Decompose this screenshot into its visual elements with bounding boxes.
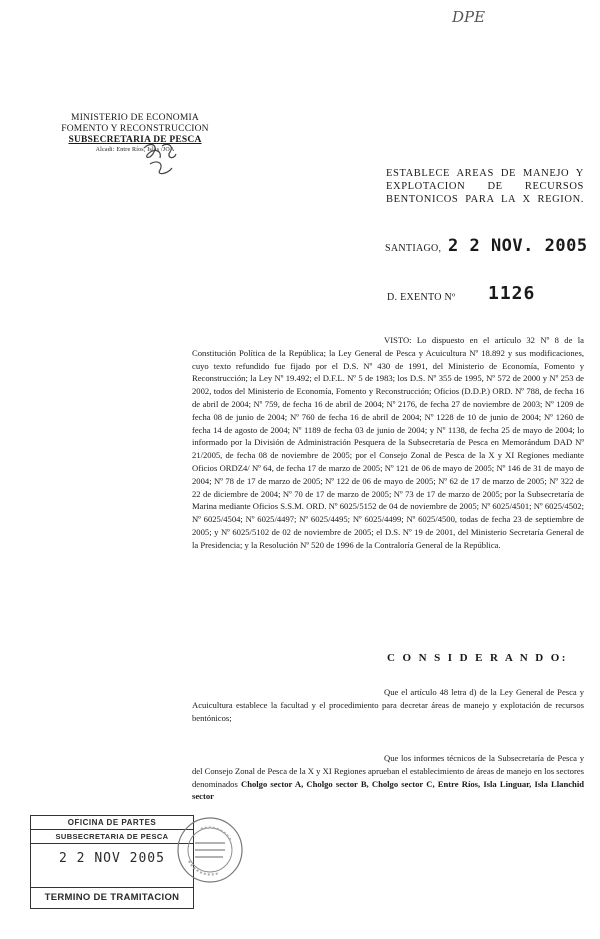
paragraph-1-lead: Que el artículo 48 letra d) de la Ley General [384,687,544,697]
considerando-heading: C O N S I D E R A N D O: [387,652,568,664]
considerando-paragraph-2 [192,752,584,803]
subject-line-2: EXPLOTACION DE RECURSOS [386,181,584,192]
visto-paragraph [192,334,584,552]
date-label: SANTIAGO, [385,243,442,254]
stamp-date: 2 2 NOV 2005 [59,851,165,866]
ministry-line-1: MINISTERIO DE ECONOMIA [71,113,199,123]
ministry-header [50,113,220,154]
ministry-small-note: Alcadi: Entre Ríos, Islas /JOA [95,147,175,153]
visto-text: de la Constitución Política de la República; la Ley General de Pesca y Acuicultura Nº 18.892 y sus modificaciones, cuyo texto refundido fue fijado por el D.S. Nº 430 de 1991, del Ministerio de Economía, Fomento y Reconstrucción; la Ley Nº 19.492; el D.F.L. Nº 5 de 1983; los D.S. Nº 355 de 1995, Nº 572 de 2000 y Nº 253 de 2002, todos del Ministerio de Economía, Fomento y Reconstrucción; Oficios (D.D.P.) ORD. Nº 788, de fecha 16 de abril de 2004; Nº 759, de fecha 16 de abril de 2004; Nº 2176, de fecha 27 de noviembre de 2003; Nº 1209 de fecha 08 de junio de 2004; Nº 760 de fecha 16 de abril de 2004; Nº 1228 de 10 de junio de 2004; Nº 1260 de fecha 14 de agosto de 2004; Nº 1189 de fecha 03 de junio de 2004; y Nº 1138, de fecha 25 de mayo de 2004; lo informado por la División de Administración Pesquera de la Subsecretaría de Pesca en Memorándum DAD Nº 21/2005, de fecha 08 de noviembre de 2005; por el Consejo Zonal de Pesca de la X y XI Regiones mediante Oficios ORDZ4/ Nº 64, de fecha 17 de marzo de 2005; Nº 121 de 06 de mayo de 2005; Nº 146 de 31 de mayo de 2004; Nº 78 de 17 de marzo de 2005; Nº 122 de 06 de mayo de 2005; Nº 62 de 17 de marzo de 2005; Nº 322 de 22 de diciembre de 2004; Nº 70 de 17 de marzo de 2005; Nº 73 de 17 de marzo de 2005; por la Subsecretaría de Marina mediante Oficios S.S.M. ORD. Nº 6025/5152 de 04 de noviembre de 2005; Nº 6025/4501; Nº 6025/4502; Nº 6025/4504; Nº 6025/4497; Nº 6025/4495; Nº 6025/4499; Nº 6025/4500, todas de fecha 23 de septiembre de 2005; y Nº 6025/5102 de 02 de noviembre de 2005; el D.S. Nº 19 de 2001, del Ministerio Secretaría General de la Presidencia; y la Resolución Nº 520 de 1996 de la Contraloría General de la República. [192,335,584,550]
decree-number: 1126 [488,283,536,304]
stamp-footer: TERMINO DE TRAMITACION [31,887,193,908]
considerando-paragraph-1 [192,686,584,724]
subject-line-3: BENTONICOS PARA LA X REGION. [386,194,584,205]
office-stamp [30,815,194,909]
subsecretaria-name: SUBSECRETARIA DE PESCA [68,135,202,145]
decree-subject [386,167,584,206]
visto-lead: VISTO: Lo dispuesto en el artículo 32 Nº 8 [384,335,559,345]
decree-label: D. EXENTO Nº [387,292,456,303]
paragraph-2-lead: Que los informes técnicos de la Subsecretaría [384,753,544,763]
subject-line-1: ESTABLECE AREAS DE MANEJO Y [386,168,584,179]
date-value: 2 2 NOV. 2005 [448,236,588,256]
paragraph-1-text: de Pesca y Acuicultura establece la facultad y el procedimiento para decretar áreas de manejo y explotación de recursos bentónicos; [192,687,584,723]
handwritten-initials-mark [140,140,180,178]
handwritten-annotation: DPE [452,8,486,26]
ministry-line-2: FOMENTO Y RECONSTRUCCION [61,124,209,134]
stamp-office: OFICINA DE PARTES [67,818,157,827]
round-seal-icon [175,815,245,885]
paragraph-2-text: de Pesca y del Consejo Zonal de Pesca de la X y XI Regiones aprueban el establecimiento de áreas de manejo en los sectores denominados [192,753,584,789]
paragraph-2-sectors: Cholgo sector A, Cholgo sector B, Cholgo sector C, Entre Ríos, Isla Linguar, Isla Llanchid sector [192,778,584,802]
stamp-subsecretaria: SUBSECRETARIA DE PESCA [31,829,193,844]
